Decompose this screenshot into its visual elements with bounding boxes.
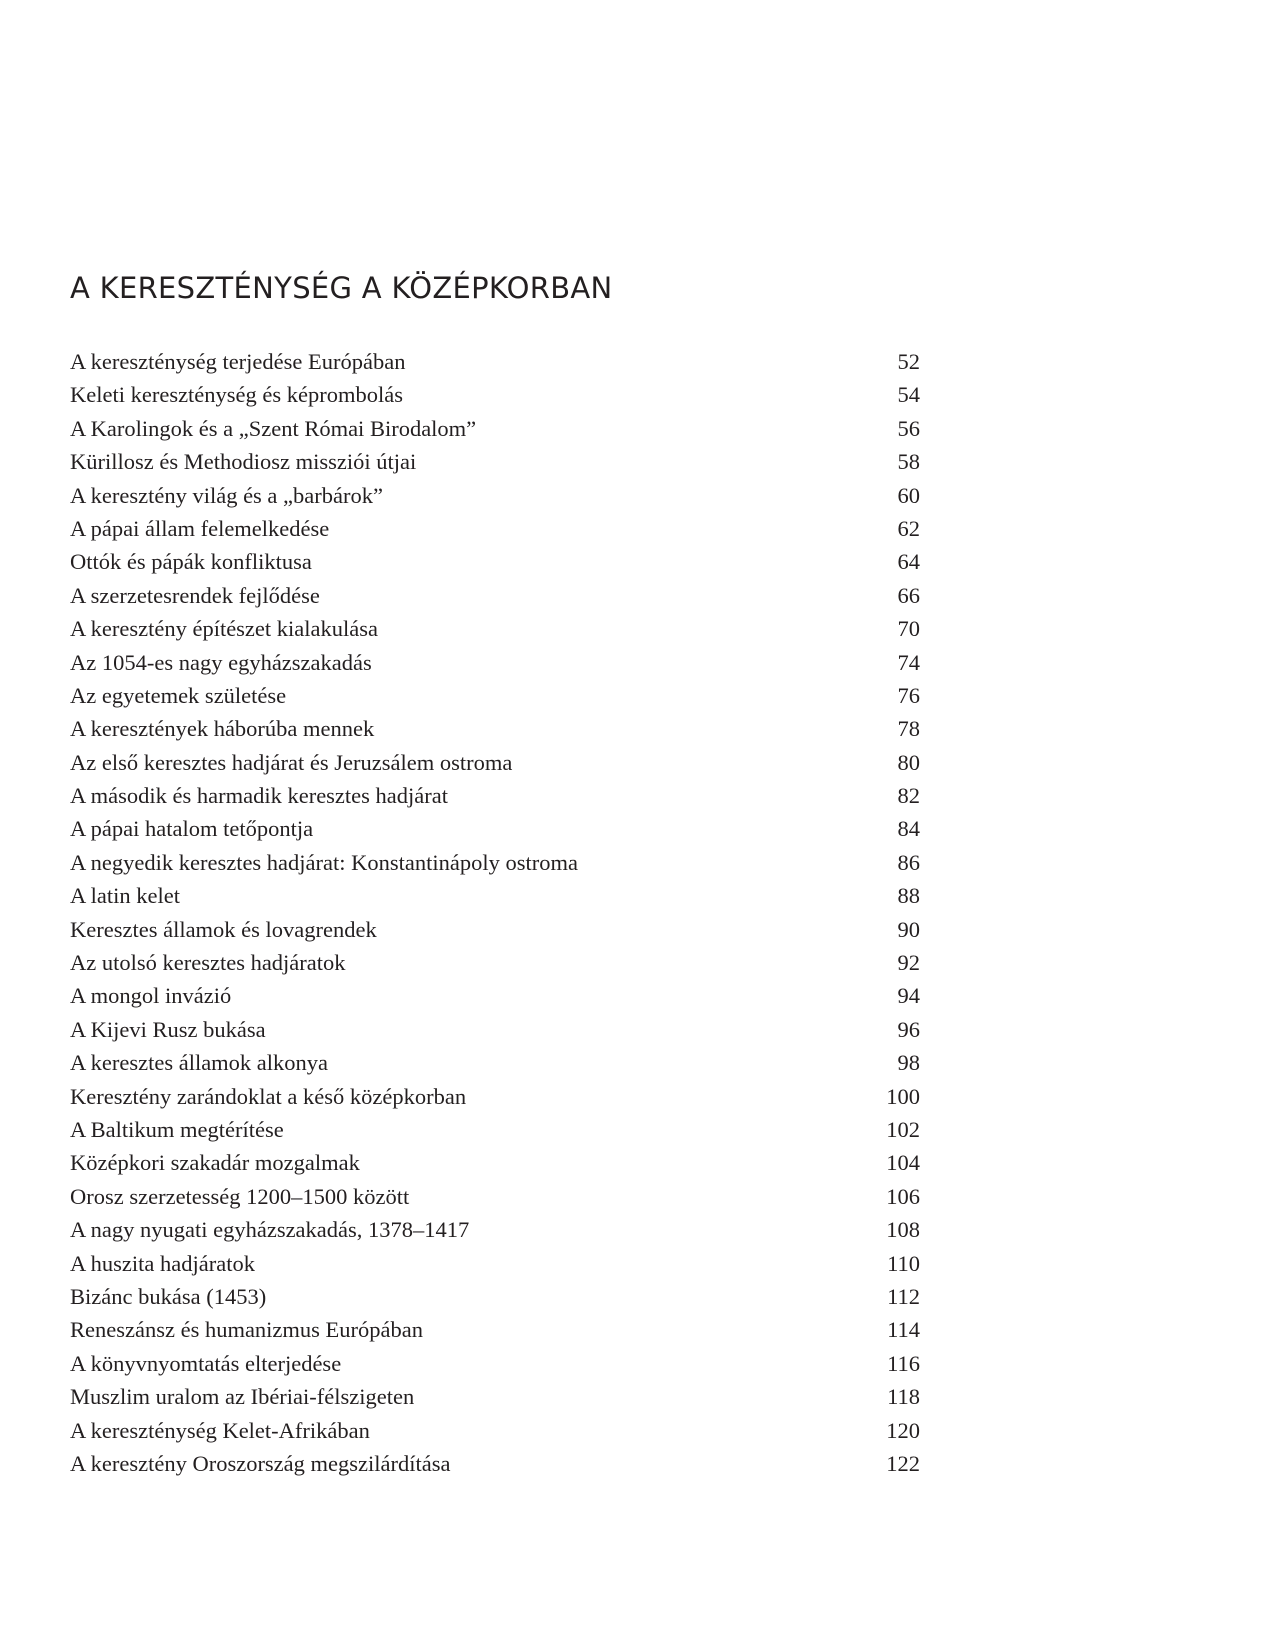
toc-entry-page-number: 64 (897, 549, 920, 575)
toc-entry (70, 1013, 920, 1046)
toc-entry-title: Az utolsó keresztes hadjáratok (70, 950, 346, 976)
toc-entry (70, 445, 920, 478)
toc-entry (70, 412, 920, 445)
toc-entry (70, 1046, 920, 1079)
toc-entry-page-number: 54 (897, 382, 920, 408)
toc-entry-title: A keresztes államok alkonya (70, 1050, 329, 1076)
toc-entry (70, 512, 920, 545)
toc-entry (70, 879, 920, 912)
toc-entry (70, 979, 920, 1012)
toc-entry-title: Keleti kereszténység és képrombolás (70, 382, 404, 408)
toc-entry (70, 579, 920, 612)
toc-entry-page-number: 118 (887, 1384, 920, 1410)
toc-entry (70, 1447, 920, 1480)
toc-entry (70, 646, 920, 679)
toc-entry-page-number: 74 (897, 649, 920, 675)
toc-entry-page-number: 84 (897, 816, 920, 842)
toc-entry-page-number: 90 (897, 916, 920, 942)
toc-entry-title: A keresztény építészet kialakulása (70, 616, 378, 642)
toc-entry-page-number: 120 (886, 1417, 920, 1443)
toc-entry (70, 1414, 920, 1447)
toc-entry (70, 1347, 920, 1380)
toc-entry (70, 1247, 920, 1280)
toc-entry (70, 378, 920, 411)
toc-entry (70, 746, 920, 779)
toc-entry (70, 812, 920, 845)
toc-entry (70, 1180, 920, 1213)
toc-entry-title: Orosz szerzetesség 1200–1500 között (70, 1183, 410, 1209)
toc-entry (70, 479, 920, 512)
toc-entry (70, 545, 920, 578)
toc-entry (70, 679, 920, 712)
toc-entry-title: Ottók és pápák konfliktusa (70, 549, 312, 575)
toc-entry-page-number: 110 (887, 1250, 920, 1276)
toc-entry (70, 1113, 920, 1146)
toc-entry (70, 1146, 920, 1179)
toc-entry-title: A negyedik keresztes hadjárat: Konstantinápoly ostroma (70, 849, 578, 875)
toc-entry-page-number: 78 (897, 716, 920, 742)
toc-entry-title: A keresztény Oroszország megszilárdítása (70, 1450, 451, 1476)
toc-entry-page-number: 122 (886, 1450, 920, 1476)
toc-entry-title: Kürillosz és Methodiosz missziói útjai (70, 449, 417, 475)
toc-entry-page-number: 80 (897, 749, 920, 775)
toc-entry-title: A latin kelet (70, 883, 180, 909)
toc-entry-title: Keresztény zarándoklat a késő középkorban (70, 1083, 467, 1109)
toc-entry-title: Bizánc bukása (1453) (70, 1283, 267, 1309)
toc-entry-title: A pápai állam felemelkedése (70, 515, 330, 541)
toc-entry-page-number: 56 (897, 415, 920, 441)
toc-entry-title: A kereszténység terjedése Európában (70, 349, 406, 374)
toc-entry-page-number: 88 (897, 883, 920, 909)
toc-entry-page-number: 106 (886, 1183, 920, 1209)
toc-entry-page-number: 92 (897, 950, 920, 976)
toc-entry-page-number: 112 (887, 1283, 920, 1309)
toc-entry-page-number: 102 (886, 1116, 920, 1142)
toc-entry-title: Az egyetemek születése (70, 682, 287, 708)
toc-entry-title: A kereszténység Kelet-Afrikában (70, 1417, 370, 1443)
toc-entry (70, 1380, 920, 1413)
toc-entry-page-number: 66 (897, 582, 920, 608)
toc-entry-title: Az 1054-es nagy egyházszakadás (70, 649, 372, 675)
toc-entry-title: A keresztények háborúba mennek (70, 716, 375, 742)
toc-entry-page-number: 104 (886, 1150, 920, 1176)
toc-entry-title: Keresztes államok és lovagrendek (70, 916, 377, 942)
toc-entry-page-number: 60 (897, 482, 920, 508)
toc-entry-title: A könyvnyomtatás elterjedése (70, 1350, 342, 1376)
toc-entry-page-number: 96 (897, 1016, 920, 1042)
toc-entry-title: A huszita hadjáratok (70, 1250, 255, 1276)
toc-entry-page-number: 100 (886, 1083, 920, 1109)
toc-entry-page-number: 62 (897, 515, 920, 541)
toc-entry-title: A keresztény világ és a „barbárok” (70, 482, 383, 508)
toc-entry-page-number: 108 (886, 1217, 920, 1243)
toc-entry-title: A szerzetesrendek fejlődése (70, 582, 320, 608)
toc-entry-title: A Kijevi Rusz bukása (70, 1016, 266, 1042)
toc-entry-title: A második és harmadik keresztes hadjárat (70, 783, 448, 809)
toc-entry (70, 1280, 920, 1313)
page-title: A KERESZTÉNYSÉG A KÖZÉPKORBAN (70, 271, 613, 305)
toc-entry (70, 779, 920, 812)
toc-entry-page-number: 58 (897, 449, 920, 475)
table-of-contents (70, 345, 920, 1480)
toc-entry-title: Reneszánsz és humanizmus Európában (70, 1317, 424, 1343)
toc-entry (70, 913, 920, 946)
toc-entry-page-number: 98 (897, 1050, 920, 1076)
toc-entry-page-number: 70 (897, 616, 920, 642)
toc-entry-title: Középkori szakadár mozgalmak (70, 1150, 360, 1176)
toc-entry-page-number: 86 (897, 849, 920, 875)
toc-entry-page-number: 82 (897, 783, 920, 809)
toc-entry-title: A Baltikum megtérítése (70, 1116, 284, 1142)
toc-entry-title: A pápai hatalom tetőpontja (70, 816, 314, 842)
toc-entry-title: A mongol invázió (70, 983, 232, 1009)
toc-entry (70, 612, 920, 645)
toc-entry (70, 1213, 920, 1246)
toc-entry-page-number: 94 (897, 983, 920, 1009)
toc-entry (70, 846, 920, 879)
toc-entry-title: A Karolingok és a „Szent Római Birodalom” (70, 415, 477, 441)
toc-entry (70, 712, 920, 745)
toc-entry-page-number: 52 (897, 349, 920, 374)
toc-entry (70, 1313, 920, 1346)
toc-entry-page-number: 114 (887, 1317, 920, 1343)
toc-entry-page-number: 116 (887, 1350, 920, 1376)
toc-entry (70, 1080, 920, 1113)
toc-entry (70, 946, 920, 979)
toc-entry-title: Muszlim uralom az Ibériai-félszigeten (70, 1384, 415, 1410)
toc-entry-page-number: 76 (897, 682, 920, 708)
toc-entry-title: Az első keresztes hadjárat és Jeruzsálem ostroma (70, 749, 513, 775)
toc-entry (70, 345, 920, 378)
toc-entry-title: A nagy nyugati egyházszakadás, 1378–1417 (70, 1217, 470, 1243)
